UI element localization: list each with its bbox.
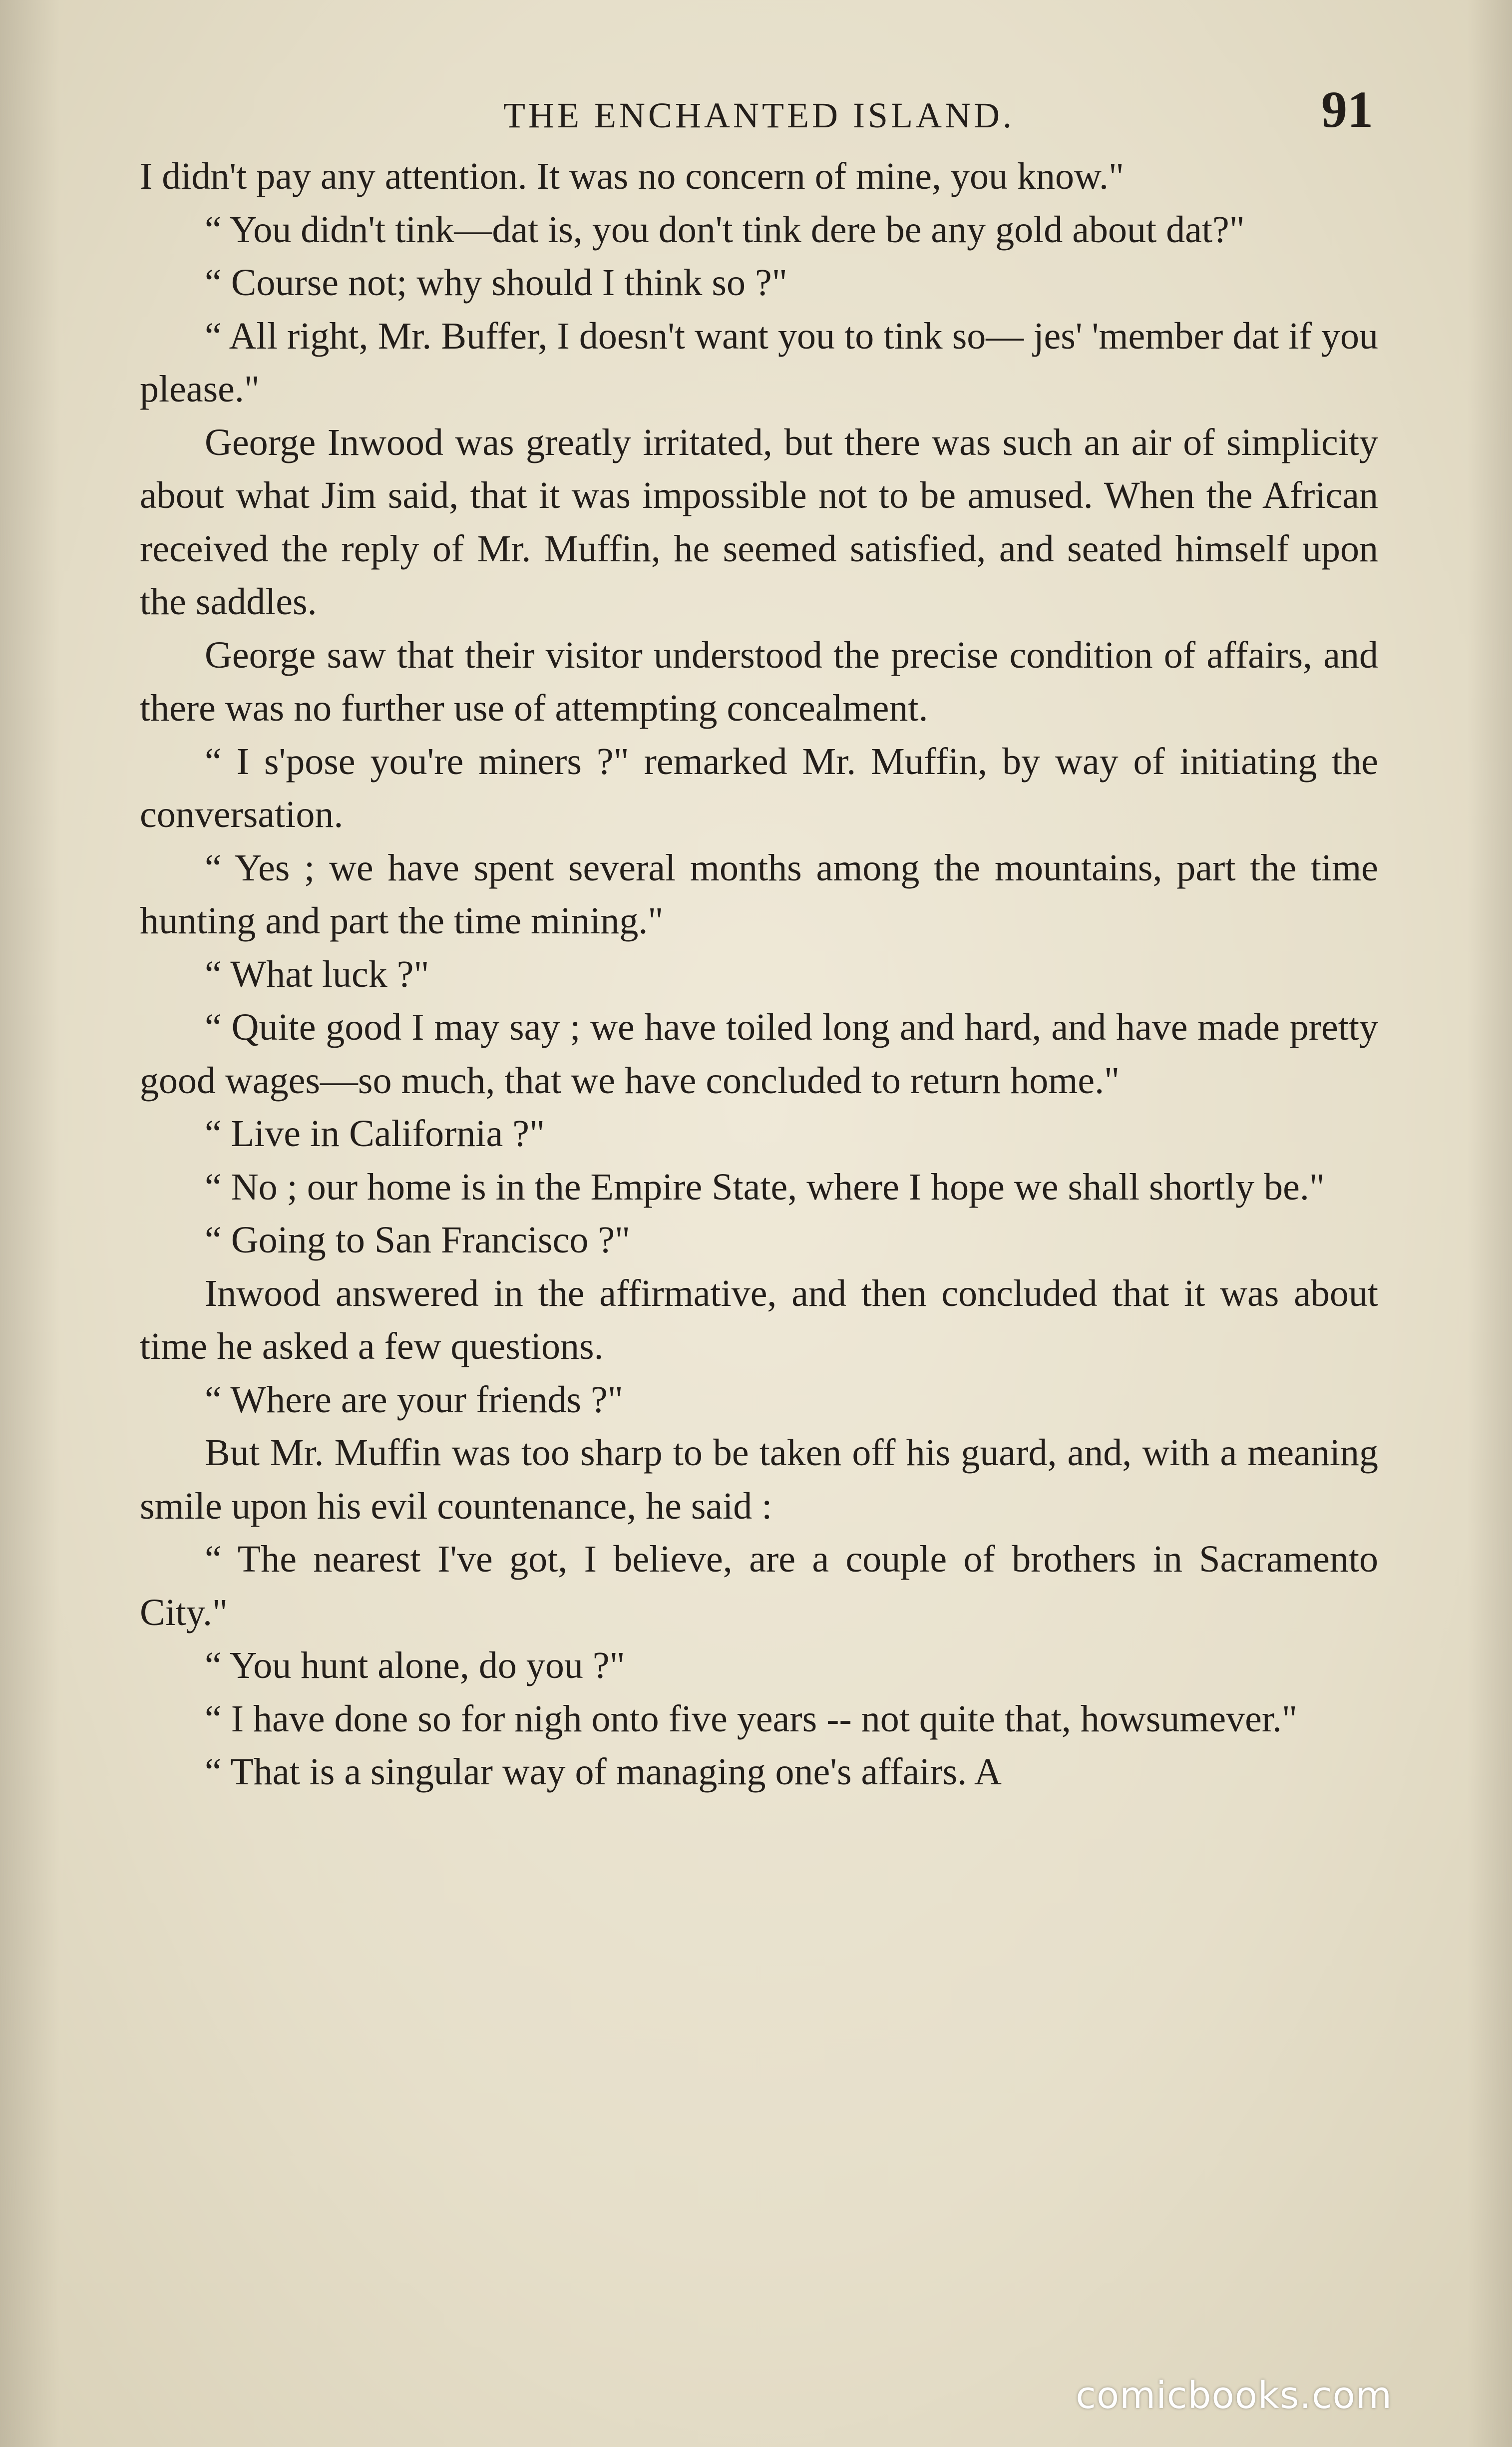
paragraph: George saw that their visitor understood the precise condition of affairs, and there was no further use of attempting concealment. [140, 634, 1378, 729]
paragraph: “ Where are your friends ?" [205, 1378, 623, 1421]
paragraph: Inwood answered in the affirmative, and then concluded that it was about time he asked a few questions. [140, 1272, 1378, 1367]
page-header [140, 80, 1378, 145]
paragraph: “ That is a singular way of managing one's affairs. A [205, 1751, 1002, 1793]
paragraph: I didn't pay any attention. It was no concern of mine, you know." [140, 155, 1124, 197]
paragraph: “ The nearest I've got, I believe, are a couple of brothers in Sacramento City." [140, 1538, 1378, 1633]
paragraph: “ You hunt alone, do you ?" [205, 1644, 625, 1686]
paragraph: “ Quite good I may say ; we have toiled long and hard, and have made pretty good wages—so much, that we have concluded to return home." [140, 1006, 1378, 1102]
watermark: comicbooks.com [1076, 2374, 1392, 2417]
paragraph: “ Yes ; we have spent several months among the mountains, part the time hunting and part the time mining." [140, 846, 1378, 942]
page-number: 91 [1321, 81, 1373, 138]
paragraph: But Mr. Muffin was too sharp to be taken off his guard, and, with a meaning smile upon his evil countenance, he said : [140, 1432, 1378, 1527]
paragraph: “ I s'pose you're miners ?" remarked Mr. Muffin, by way of initiating the conversation. [140, 740, 1378, 835]
running-title: THE ENCHANTED ISLAND. [503, 95, 1015, 135]
paragraph: “ All right, Mr. Buffer, I doesn't want you to tink so— jes' 'member dat if you please." [140, 315, 1378, 410]
paragraph: “ You didn't tink—dat is, you don't tink dere be any gold about dat?" [205, 208, 1245, 251]
page-shadow-left [0, 0, 60, 2447]
body-text [140, 150, 1378, 2247]
paragraph: “ Course not; why should I think so ?" [205, 262, 787, 304]
paragraph: “ Live in California ?" [205, 1113, 545, 1155]
paragraph: “ No ; our home is in the Empire State, where I hope we shall shortly be." [205, 1166, 1325, 1208]
paragraph: “ Going to San Francisco ?" [205, 1219, 631, 1261]
page-shadow-right [1467, 0, 1512, 2447]
paragraph: “ I have done so for nigh onto five years -- not quite that, howsumever." [205, 1697, 1298, 1740]
paragraph: George Inwood was greatly irritated, but there was such an air of simplicity about what Jim said, that it was impossible not to be amused. When the African received the reply of Mr. Muffin, he seemed satisfied, and seated himself upon the saddles. [140, 421, 1378, 623]
paragraph: “ What luck ?" [205, 953, 429, 995]
